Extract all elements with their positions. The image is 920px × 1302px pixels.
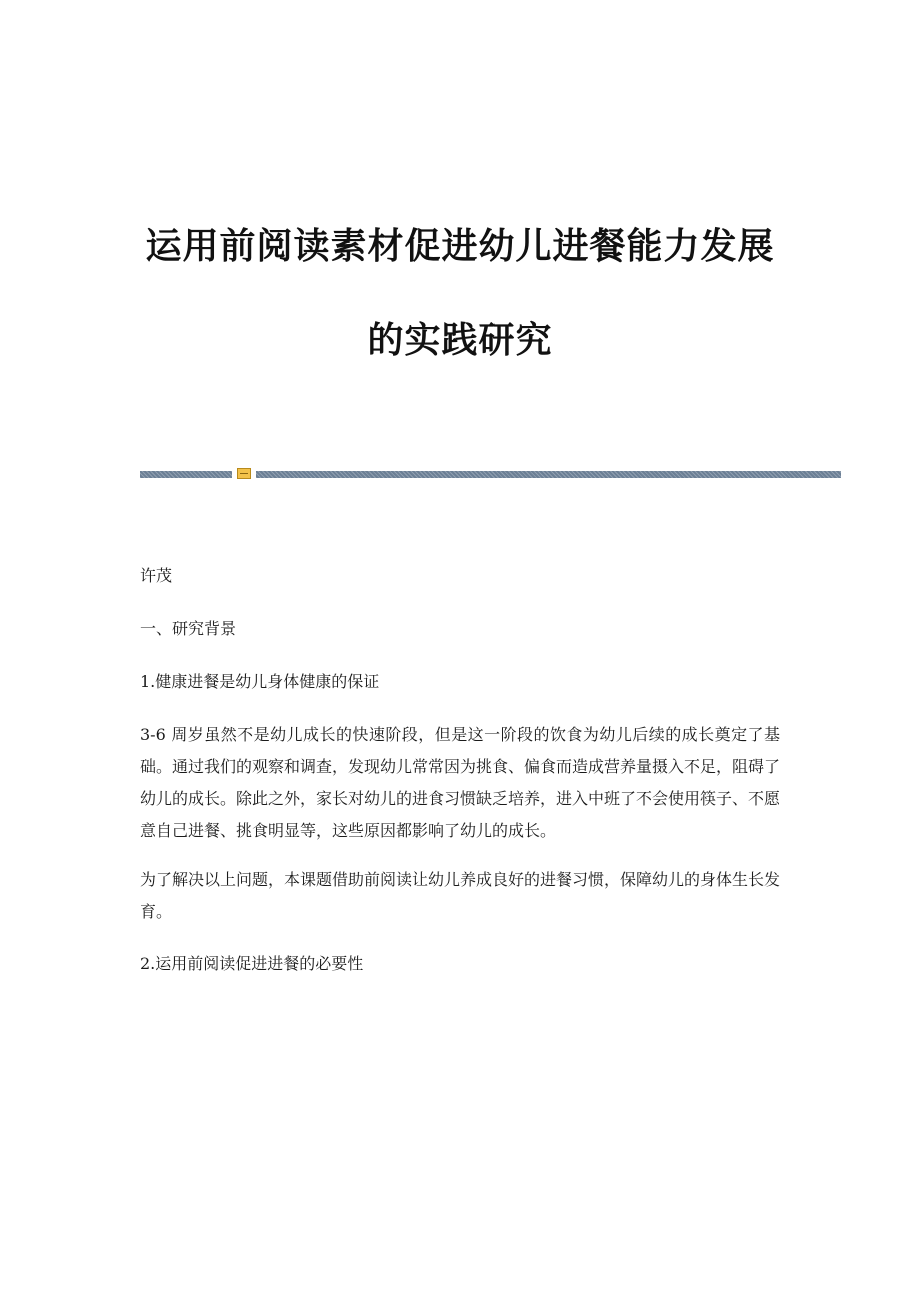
- document-title-line-1: 运用前阅读素材促进幼儿进餐能力发展: [145, 226, 775, 267]
- document-body: [140, 560, 780, 1001]
- divider-bar-left: [140, 471, 232, 478]
- body-paragraph-2: 为了解决以上问题，本课题借助前阅读让幼儿养成良好的进餐习惯，保障幼儿的身体生长发育。: [140, 870, 781, 921]
- title-divider: [140, 467, 841, 481]
- author-name: 许茂: [140, 566, 173, 585]
- divider-bar-right: [256, 471, 841, 478]
- subsection-heading-1: 1.健康进餐是幼儿身体健康的保证: [140, 672, 380, 691]
- divider-ornament-icon: [237, 468, 251, 479]
- document-title-line-2: 的实践研究: [367, 320, 553, 361]
- section-heading-background: 一、研究背景: [140, 619, 237, 638]
- subsection-heading-2: 2.运用前阅读促进进餐的必要性: [140, 954, 364, 973]
- body-paragraph-1: 3-6 周岁虽然不是幼儿成长的快速阶段，但是这一阶段的饮食为幼儿后续的成长奠定了基础。通过我们的观察和调查，发现幼儿常常因为挑食、偏食而造成营养量摄入不足，阻碍了幼儿的成长。除此之外，家长对幼儿的进食习惯缺乏培养，进入中班了不会使用筷子、不愿意自己进餐、挑食明显等，这些原因都影响了幼儿的成长。: [140, 725, 781, 840]
